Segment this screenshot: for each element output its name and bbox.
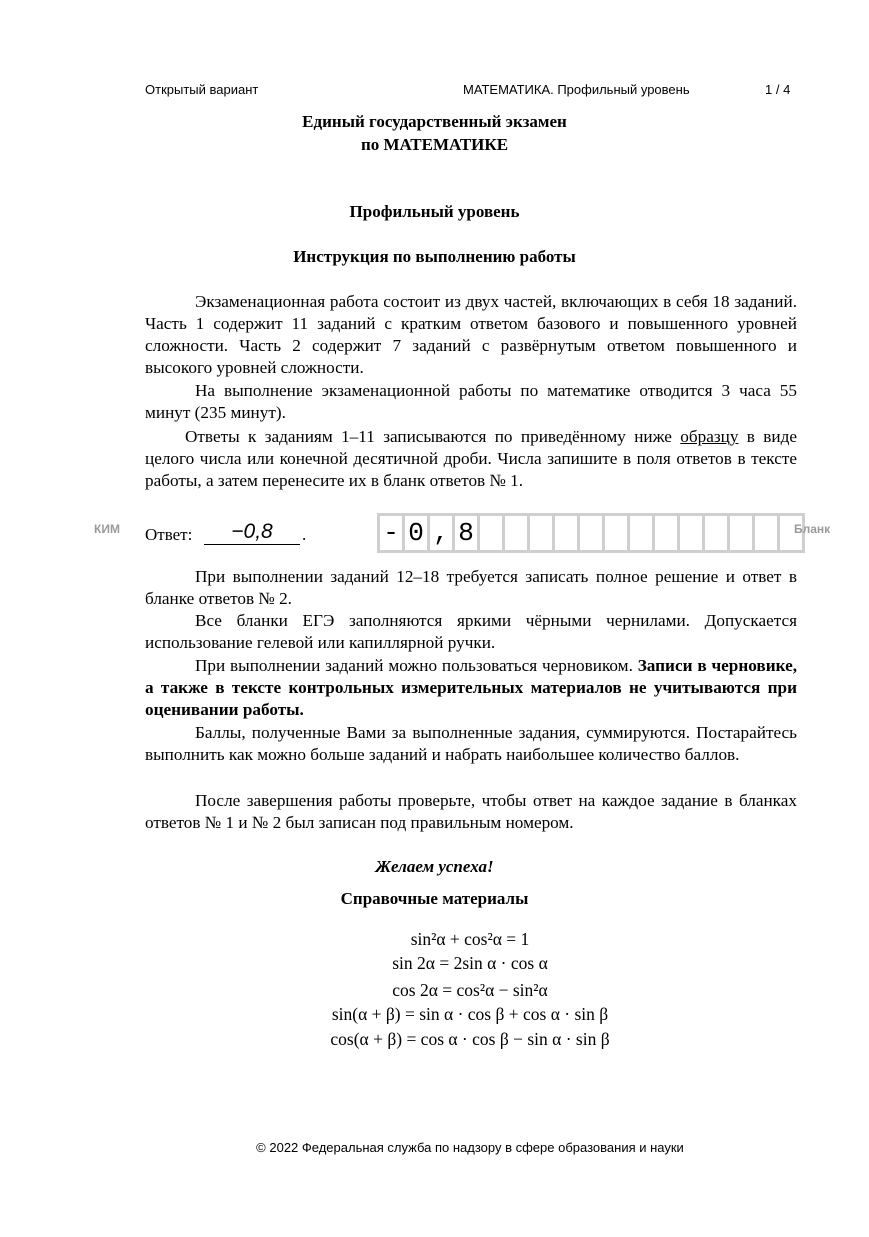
answer-cell <box>655 516 677 550</box>
paragraph-ink: Все бланки ЕГЭ заполняются яркими чёрными чернилами. Допускается использование гелевой или капиллярной ручки. <box>145 611 797 652</box>
good-luck-text: Желаем успеха! <box>375 857 494 876</box>
blank-label: Бланк <box>794 522 831 536</box>
p6-text: При выполнении заданий можно пользоваться черновиком. <box>195 656 638 675</box>
exam-subject: по МАТЕМАТИКЕ <box>360 135 509 154</box>
formula: sin²α + cos²α = 1 <box>410 929 530 949</box>
answer-cell: 8 <box>455 516 477 550</box>
answer-cells <box>377 513 805 553</box>
formula: sin 2α = 2sin α · cos α <box>392 953 548 973</box>
p3-text-after: в виде целого числа или конечной десятичной дроби. Числа запишите в поля ответов в тексте работы, а затем перенесите их в бланк ответов № 1. <box>145 427 797 490</box>
sample-link: образцу <box>680 427 739 446</box>
header-variant: Открытый вариант <box>145 82 259 97</box>
kim-label: КИМ <box>94 522 120 536</box>
answer-cell: 0 <box>405 516 427 550</box>
answer-label: Ответ: <box>145 525 193 544</box>
formula: sin(α + β) = sin α · cos β + cos α · sin β <box>331 1004 609 1024</box>
answer-cell <box>630 516 652 550</box>
reference-title: Справочные материалы <box>340 889 529 908</box>
p3-text-before: Ответы к заданиям 1–11 записываются по приведённому ниже <box>185 427 681 446</box>
paragraph-draft <box>145 655 797 721</box>
answer-cell <box>755 516 777 550</box>
page-number: 1 / 4 <box>765 82 791 97</box>
answer-cell <box>505 516 527 550</box>
footer-copyright: © 2022 Федеральная служба по надзору в сфере образования и науки <box>256 1140 684 1155</box>
paragraph-structure: Экзаменационная работа состоит из двух частей, включающих в себя 18 заданий. Часть 1 содержит 11 заданий с кратким ответом базового и повышенного уровней сложности. Часть 2 содержит 7 заданий с развёрнутым ответом повышенного и высокого уровней сложности. <box>145 292 797 377</box>
answer-cell <box>680 516 702 550</box>
instructions-heading: Инструкция по выполнению работы <box>293 247 576 266</box>
handwritten-answer: −0,8 <box>204 520 300 545</box>
answer-period: . <box>302 525 307 544</box>
paragraph-part2: При выполнении заданий 12–18 требуется записать полное решение и ответ в бланке ответов № 2. <box>145 567 797 608</box>
answer-cell: - <box>380 516 402 550</box>
paragraph-answers <box>145 426 797 492</box>
formula: cos(α + β) = cos α · cos β − sin α · sin β <box>330 1029 610 1049</box>
answer-cell <box>705 516 727 550</box>
formula: cos 2α = cos²α − sin²α <box>392 980 548 1000</box>
exam-title: Единый государственный экзамен <box>302 112 567 131</box>
answer-cell <box>480 516 502 550</box>
p6-bold-text: Записи в черновике, а также в тексте контрольных измерительных материалов не учитываются при оценивании работы. <box>145 656 798 719</box>
answer-cell <box>530 516 552 550</box>
answer-cell <box>605 516 627 550</box>
paragraph-time: На выполнение экзаменационной работы по математике отводится 3 часа 55 минут (235 минут). <box>145 381 797 422</box>
answer-cell <box>555 516 577 550</box>
answer-cell <box>730 516 752 550</box>
answer-cell: , <box>430 516 452 550</box>
level-title: Профильный уровень <box>349 202 520 221</box>
paragraph-check: После завершения работы проверьте, чтобы ответ на каждое задание в бланках ответов № 1 и № 2 был записан под правильным номером. <box>145 791 797 832</box>
paragraph-points: Баллы, полученные Вами за выполненные задания, суммируются. Постарайтесь выполнить как можно больше заданий и набрать наибольшее количество баллов. <box>145 723 797 764</box>
answer-cell <box>580 516 602 550</box>
header-subject: МАТЕМАТИКА. Профильный уровень <box>463 82 690 97</box>
